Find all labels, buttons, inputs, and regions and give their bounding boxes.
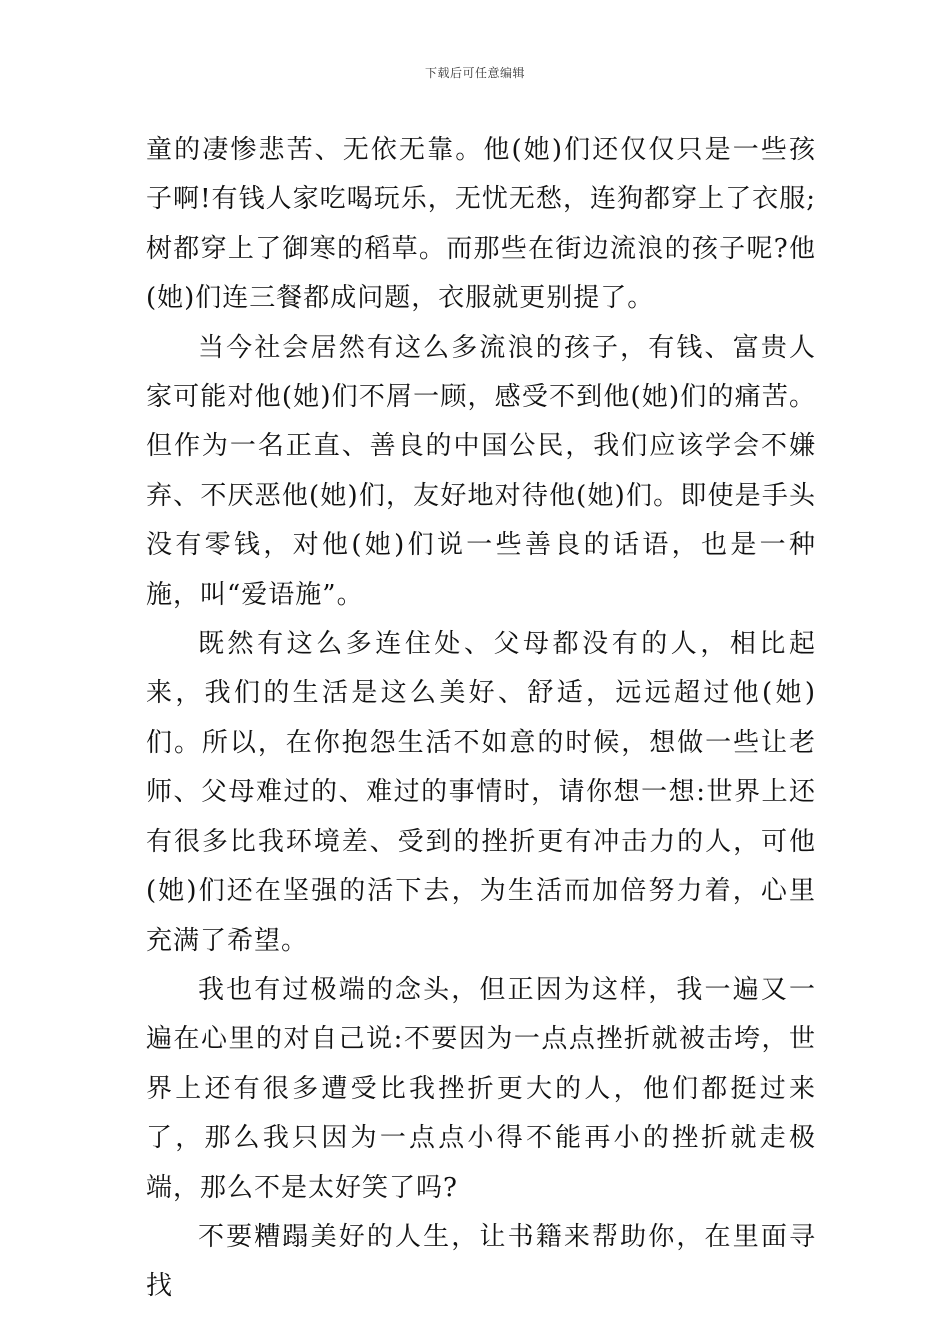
paragraph-4: 我也有过极端的念头，但正因为这样，我一遍又一遍在心里的对自己说:不要因为一点点挫折就被击垮，世界上还有很多遭受比我挫折更大的人，他们都挺过来了，那么我只因为一点点小得不能再小的挫折就走极端，那么不是太好笑了吗? xyxy=(146,974,816,1203)
document-body xyxy=(146,126,816,1312)
paragraph-2: 当今社会居然有这么多流浪的孩子，有钱、富贵人家可能对他(她)们不屑一顾，感受不到他(她)们的痛苦。但作为一名正直、善良的中国公民，我们应该学会不嫌弃、不厌恶他(她)们，友好地对待他(她)们。即使是手头没有零钱，对他(她)们说一些善良的话语，也是一种施，叫“爱语施”。 xyxy=(146,332,816,610)
paragraph-5: 不要糟蹋美好的人生，让书籍来帮助你，在里面寻找 xyxy=(146,1221,816,1302)
paragraph-1: 童的凄惨悲苦、无依无靠。他(她)们还仅仅只是一些孩子啊!有钱人家吃喝玩乐，无忧无愁，连狗都穿上了衣服;树都穿上了御寒的稻草。而那些在街边流浪的孩子呢?他(她)们连三餐都成问题，衣服就更别提了。 xyxy=(146,135,816,314)
paragraph-3: 既然有这么多连住处、父母都没有的人，相比起来，我们的生活是这么美好、舒适，远远超过他(她)们。所以，在你抱怨生活不如意的时候，想做一些让老师、父母难过的、难过的事情时，请你想一想:世界上还有很多比我环境差、受到的挫折更有冲击力的人，可他(她)们还在坚强的活下去，为生活而加倍努力着，心里充满了希望。 xyxy=(146,629,816,956)
page-header: 下载后可任意编辑 xyxy=(424,66,525,80)
